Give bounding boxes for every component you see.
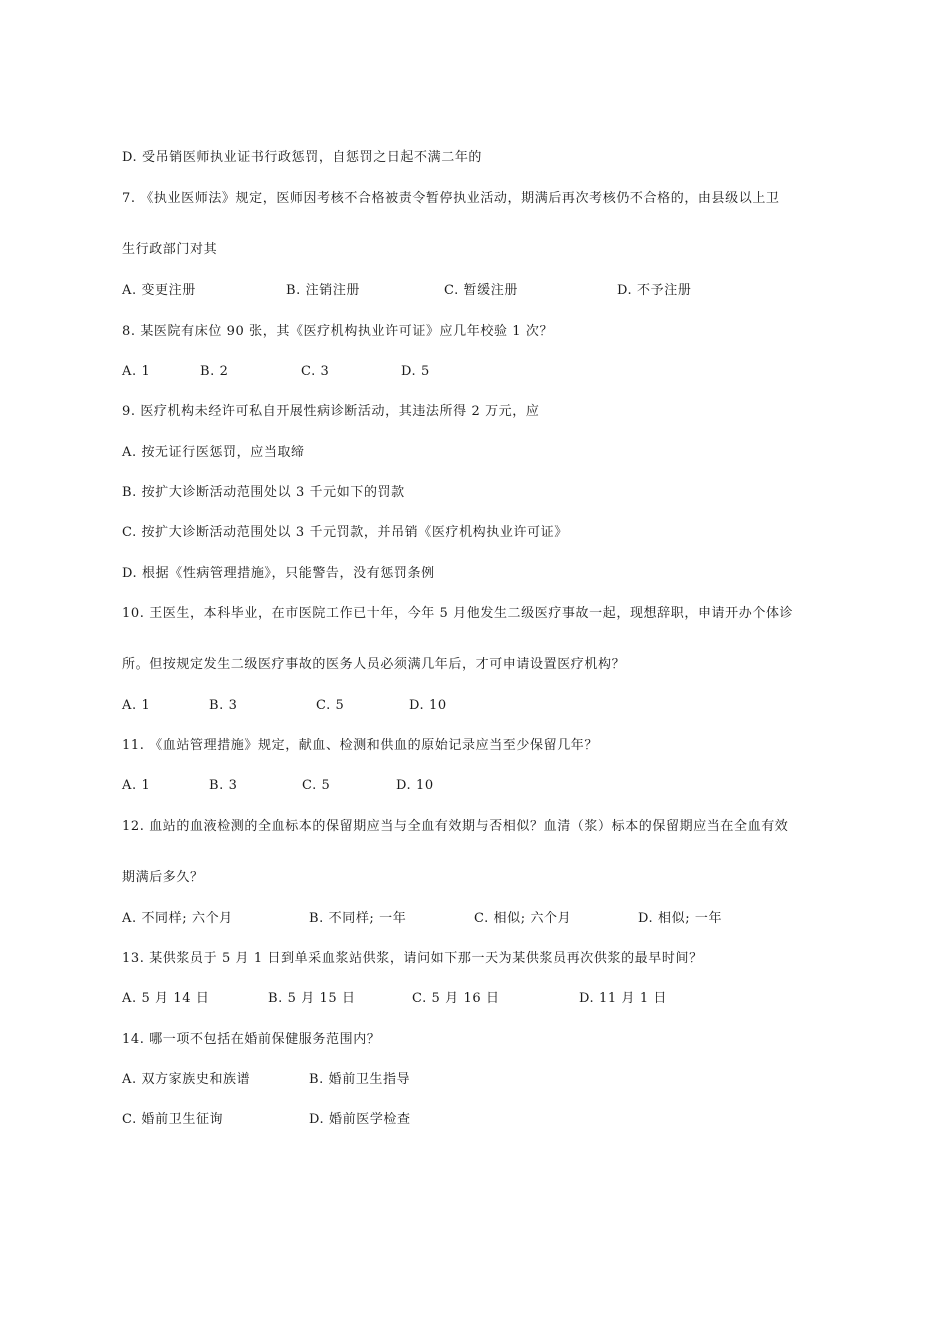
q14-option-d: D. 婚前医学检查 — [309, 1112, 411, 1127]
q11-option-d: D. 10 — [396, 778, 434, 793]
q14-option-a: A. 双方家族史和族谱 — [122, 1072, 251, 1087]
q7-stem-line2: 生行政部门对其 — [122, 242, 218, 257]
q8-stem: 8. 某医院有床位 90 张，其《医疗机构执业许可证》应几年校验 1 次？ — [122, 324, 554, 339]
q7-option-c: C. 暂缓注册 — [444, 283, 518, 298]
q12-option-b: B. 不同样; 一年 — [309, 911, 407, 926]
q9-stem: 9. 医疗机构未经许可私自开展性病诊断活动，其违法所得 2 万元，应 — [122, 404, 540, 419]
q10-stem-line1: 10. 王医生，本科毕业，在市医院工作已十年，今年 5 月他发生二级医疗事故一起，现想辞职，申请开办个体诊 — [122, 606, 794, 621]
q12-stem-line2: 期满后多久？ — [122, 870, 204, 885]
q13-option-a: A. 5 月 14 日 — [122, 991, 210, 1006]
q6-option-d: D. 受吊销医师执业证书行政惩罚，自惩罚之日起不满二年的 — [122, 150, 483, 165]
q7-option-b: B. 注销注册 — [286, 283, 361, 298]
q14-option-b: B. 婚前卫生指导 — [309, 1072, 411, 1087]
q7-option-a: A. 变更注册 — [122, 283, 196, 298]
q9-option-d: D. 根据《性病管理措施》，只能警告，没有惩罚条例 — [122, 566, 435, 581]
q14-option-c: C. 婚前卫生征询 — [122, 1112, 224, 1127]
q11-option-b: B. 3 — [209, 778, 238, 793]
q10-option-a: A. 1 — [122, 698, 151, 713]
q8-option-a: A. 1 — [122, 364, 151, 379]
q11-stem: 11. 《血站管理措施》规定，献血、检测和供血的原始记录应当至少保留几年？ — [122, 738, 599, 753]
q8-option-c: C. 3 — [301, 364, 330, 379]
q10-stem-line2: 所。但按规定发生二级医疗事故的医务人员必须满几年后，才可申请设置医疗机构？ — [122, 657, 626, 672]
q13-option-d: D. 11 月 1 日 — [579, 991, 668, 1006]
q13-option-c: C. 5 月 16 日 — [412, 991, 500, 1006]
q11-option-a: A. 1 — [122, 778, 151, 793]
q10-option-b: B. 3 — [209, 698, 238, 713]
q12-option-a: A. 不同样; 六个月 — [122, 911, 233, 926]
q8-option-b: B. 2 — [200, 364, 229, 379]
q8-option-d: D. 5 — [401, 364, 430, 379]
q14-stem: 14. 哪一项不包括在婚前保健服务范围内？ — [122, 1032, 381, 1047]
q13-stem: 13. 某供浆员于 5 月 1 日到单采血浆站供浆，请问如下那一天为某供浆员再次供浆的最早时间？ — [122, 951, 703, 966]
q7-stem-line1: 7. 《执业医师法》规定，医师因考核不合格被责令暂停执业活动，期满后再次考核仍不合格的，由县级以上卫 — [122, 191, 780, 206]
q13-option-b: B. 5 月 15 日 — [268, 991, 356, 1006]
q9-option-a: A. 按无证行医惩罚，应当取缔 — [122, 445, 305, 460]
q12-option-c: C. 相似; 六个月 — [474, 911, 572, 926]
q9-option-c: C. 按扩大诊断活动范围处以 3 千元罚款，并吊销《医疗机构执业许可证》 — [122, 525, 568, 540]
q11-option-c: C. 5 — [302, 778, 331, 793]
q10-option-c: C. 5 — [316, 698, 345, 713]
q10-option-d: D. 10 — [409, 698, 447, 713]
q9-option-b: B. 按扩大诊断活动范围处以 3 千元如下的罚款 — [122, 485, 405, 500]
q12-stem-line1: 12. 血站的血液检测的全血标本的保留期应当与全血有效期与否相似？血清（浆）标本的保留期应当在全血有效 — [122, 819, 789, 834]
q7-option-d: D. 不予注册 — [617, 283, 692, 298]
q12-option-d: D. 相似; 一年 — [638, 911, 723, 926]
